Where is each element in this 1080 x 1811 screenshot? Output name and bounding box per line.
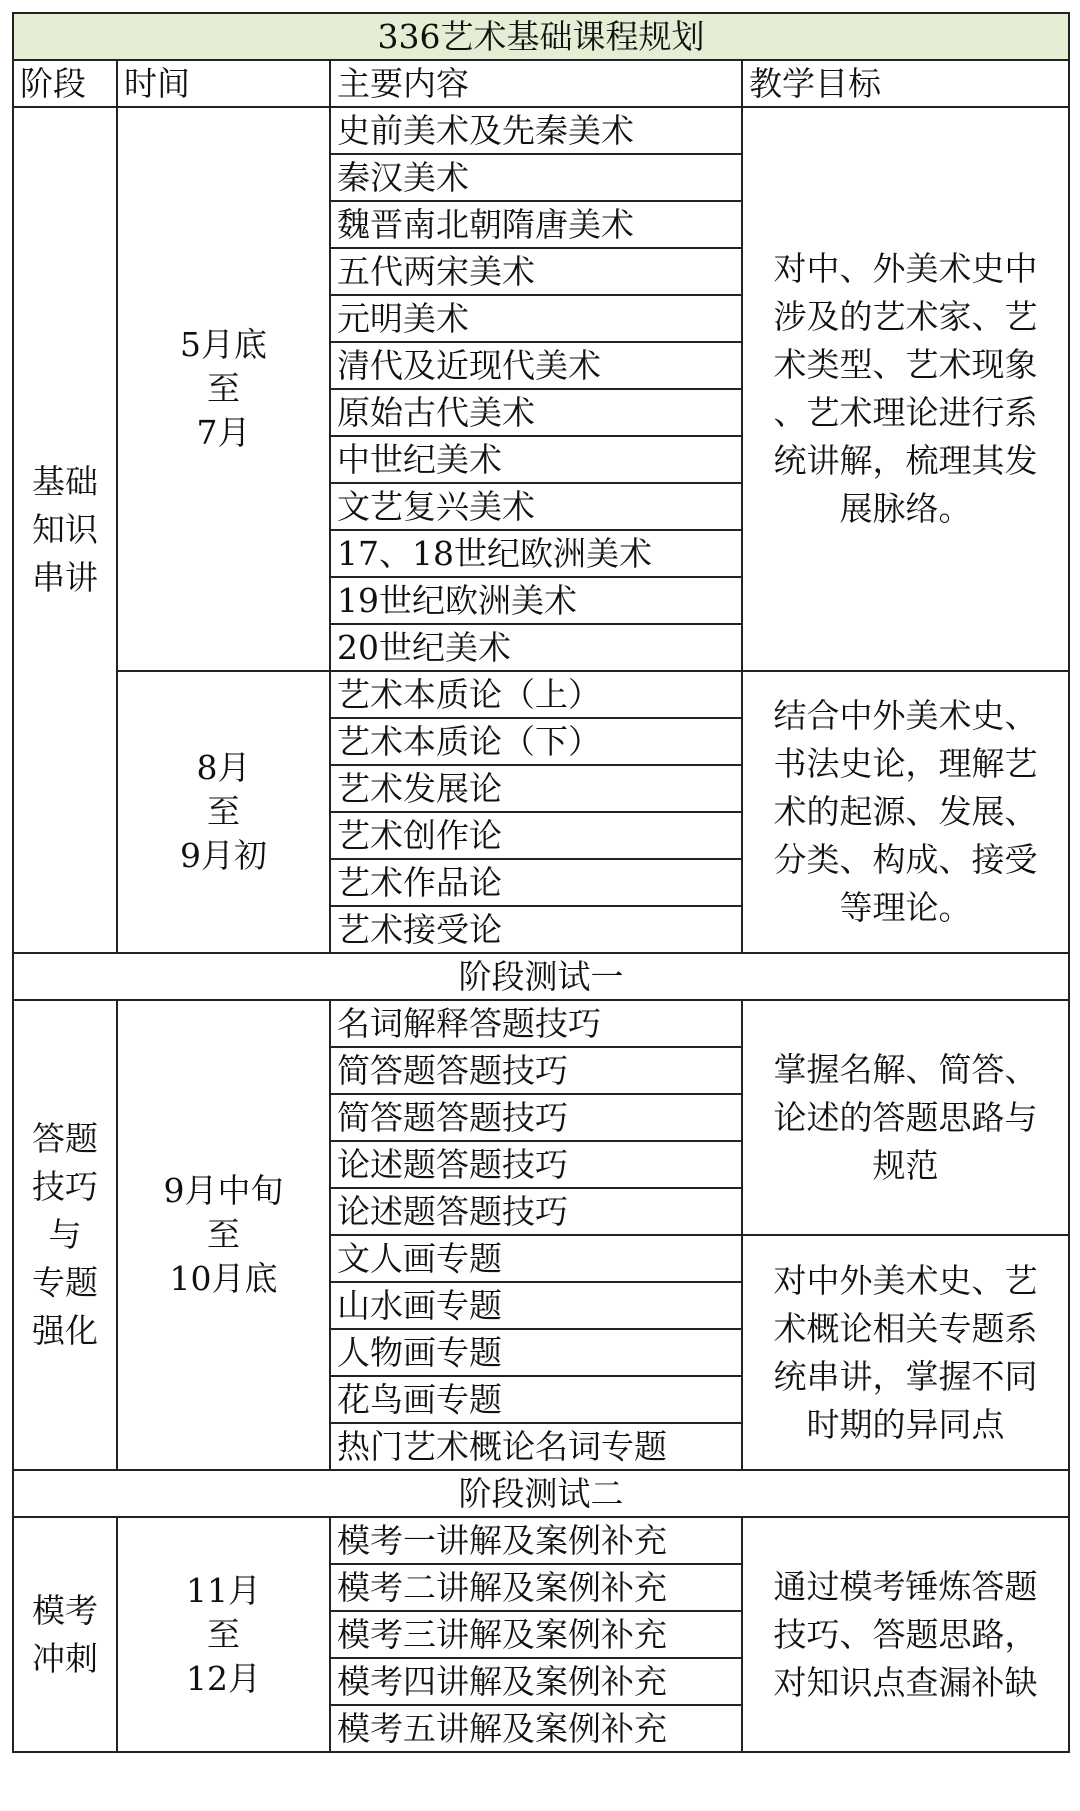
time-label: 12月 [186, 1658, 261, 1698]
table-row [13, 1000, 1069, 1047]
table-row [13, 1470, 1069, 1517]
content-item: 中世纪美术 [330, 436, 742, 483]
content-item: 原始古代美术 [330, 389, 742, 436]
time-label: 5月底 [180, 325, 267, 364]
time-cell [117, 107, 330, 671]
content-item: 模考三讲解及案例补充 [330, 1611, 742, 1658]
time-label: 8月 [196, 748, 251, 787]
goal-line: 术类型、艺术现象 [773, 345, 1038, 384]
content-item: 文人画专题 [330, 1235, 742, 1282]
goal-line: 分类、构成、接受 [773, 840, 1038, 879]
content-item: 艺术接受论 [330, 906, 742, 953]
time-label: 9月初 [180, 836, 267, 875]
stage-cell [13, 107, 117, 953]
goal-line: 统串讲，掌握不同 [773, 1356, 1038, 1396]
stage-label: 基础 [32, 462, 98, 501]
table-row [13, 953, 1069, 1000]
stage-cell [13, 1000, 117, 1470]
time-label: 至 [207, 1215, 240, 1254]
header-time: 时间 [117, 60, 330, 107]
table-row [13, 107, 1069, 154]
stage-label: 串讲 [32, 558, 98, 597]
goal-line: 术的起源、发展、 [773, 792, 1038, 831]
content-item: 花鸟画专题 [330, 1376, 742, 1423]
goal-line: 论述的答题思路与 [773, 1097, 1038, 1137]
content-item: 艺术本质论（上） [330, 671, 742, 718]
content-item: 艺术本质论（下） [330, 718, 742, 765]
goal-line: 对知识点查漏补缺 [773, 1662, 1038, 1702]
content-item: 简答题答题技巧 [330, 1047, 742, 1094]
table-row [13, 671, 1069, 718]
content-item: 模考一讲解及案例补充 [330, 1517, 742, 1564]
goal-line: 、艺术理论进行系 [773, 393, 1038, 432]
goal-cell [742, 107, 1069, 671]
content-item: 论述题答题技巧 [330, 1141, 742, 1188]
goal-line: 时期的异同点 [806, 1404, 1005, 1444]
stage-cell [13, 1517, 117, 1752]
header-content: 主要内容 [330, 60, 742, 107]
time-cell [117, 671, 330, 953]
goal-line: 通过模考锤炼答题 [773, 1566, 1038, 1606]
content-item: 17、18世纪欧洲美术 [330, 530, 742, 577]
table-title: 336艺术基础课程规划 [13, 13, 1069, 60]
goal-line: 展脉络。 [839, 489, 972, 528]
stage-label: 冲刺 [32, 1638, 98, 1678]
stage-label: 强化 [32, 1311, 98, 1350]
content-item: 简答题答题技巧 [330, 1094, 742, 1141]
goal-line: 术概论相关专题系 [773, 1308, 1038, 1348]
content-item: 艺术创作论 [330, 812, 742, 859]
time-label: 至 [207, 369, 240, 408]
goal-cell [742, 1235, 1069, 1470]
time-label: 11月 [186, 1570, 261, 1610]
time-cell [117, 1517, 330, 1752]
goal-line: 等理论。 [839, 888, 972, 927]
content-item: 人物画专题 [330, 1329, 742, 1376]
time-label: 至 [207, 792, 240, 831]
goal-line: 技巧、答题思路， [773, 1614, 1038, 1654]
goal-line: 对中、外美术史中 [773, 249, 1038, 288]
stage-label: 答题 [32, 1119, 98, 1158]
goal-line: 对中外美术史、艺 [773, 1260, 1038, 1300]
table-row [13, 1517, 1069, 1564]
goal-line: 掌握名解、简答、 [773, 1049, 1038, 1089]
content-item: 论述题答题技巧 [330, 1188, 742, 1235]
stage-label: 知识 [32, 510, 98, 549]
goal-cell [742, 671, 1069, 953]
content-item: 史前美术及先秦美术 [330, 107, 742, 154]
content-item: 文艺复兴美术 [330, 483, 742, 530]
content-item: 元明美术 [330, 295, 742, 342]
course-plan-table [12, 12, 1070, 1753]
goal-line: 统讲解，梳理其发 [773, 441, 1038, 480]
time-label: 7月 [196, 413, 251, 452]
content-item: 清代及近现代美术 [330, 342, 742, 389]
content-item: 20世纪美术 [330, 624, 742, 671]
time-label: 9月中旬 [163, 1171, 284, 1210]
goal-line: 规范 [872, 1145, 939, 1185]
content-item: 魏晋南北朝隋唐美术 [330, 201, 742, 248]
stage-label: 与 [48, 1215, 82, 1254]
content-item: 19世纪欧洲美术 [330, 577, 742, 624]
stage-label: 技巧 [32, 1167, 98, 1206]
content-item: 模考四讲解及案例补充 [330, 1658, 742, 1705]
header-stage: 阶段 [13, 60, 117, 107]
content-item: 模考二讲解及案例补充 [330, 1564, 742, 1611]
stage-test-row: 阶段测试一 [13, 953, 1069, 1000]
content-item: 艺术发展论 [330, 765, 742, 812]
content-item: 热门艺术概论名词专题 [330, 1423, 742, 1470]
time-label: 10月底 [169, 1259, 278, 1298]
content-item: 艺术作品论 [330, 859, 742, 906]
header-goal: 教学目标 [742, 60, 1069, 107]
goal-line: 结合中外美术史、 [773, 696, 1038, 735]
content-item: 五代两宋美术 [330, 248, 742, 295]
goal-line: 书法史论，理解艺 [773, 744, 1038, 783]
stage-label: 专题 [32, 1263, 98, 1302]
time-label: 至 [207, 1614, 240, 1654]
goal-cell [742, 1000, 1069, 1235]
time-cell [117, 1000, 330, 1470]
content-item: 秦汉美术 [330, 154, 742, 201]
content-item: 山水画专题 [330, 1282, 742, 1329]
content-item: 模考五讲解及案例补充 [330, 1705, 742, 1752]
content-item: 名词解释答题技巧 [330, 1000, 742, 1047]
goal-line: 涉及的艺术家、艺 [773, 297, 1038, 336]
goal-cell [742, 1517, 1069, 1752]
stage-label: 模考 [32, 1590, 98, 1630]
stage-test-row: 阶段测试二 [13, 1470, 1069, 1517]
